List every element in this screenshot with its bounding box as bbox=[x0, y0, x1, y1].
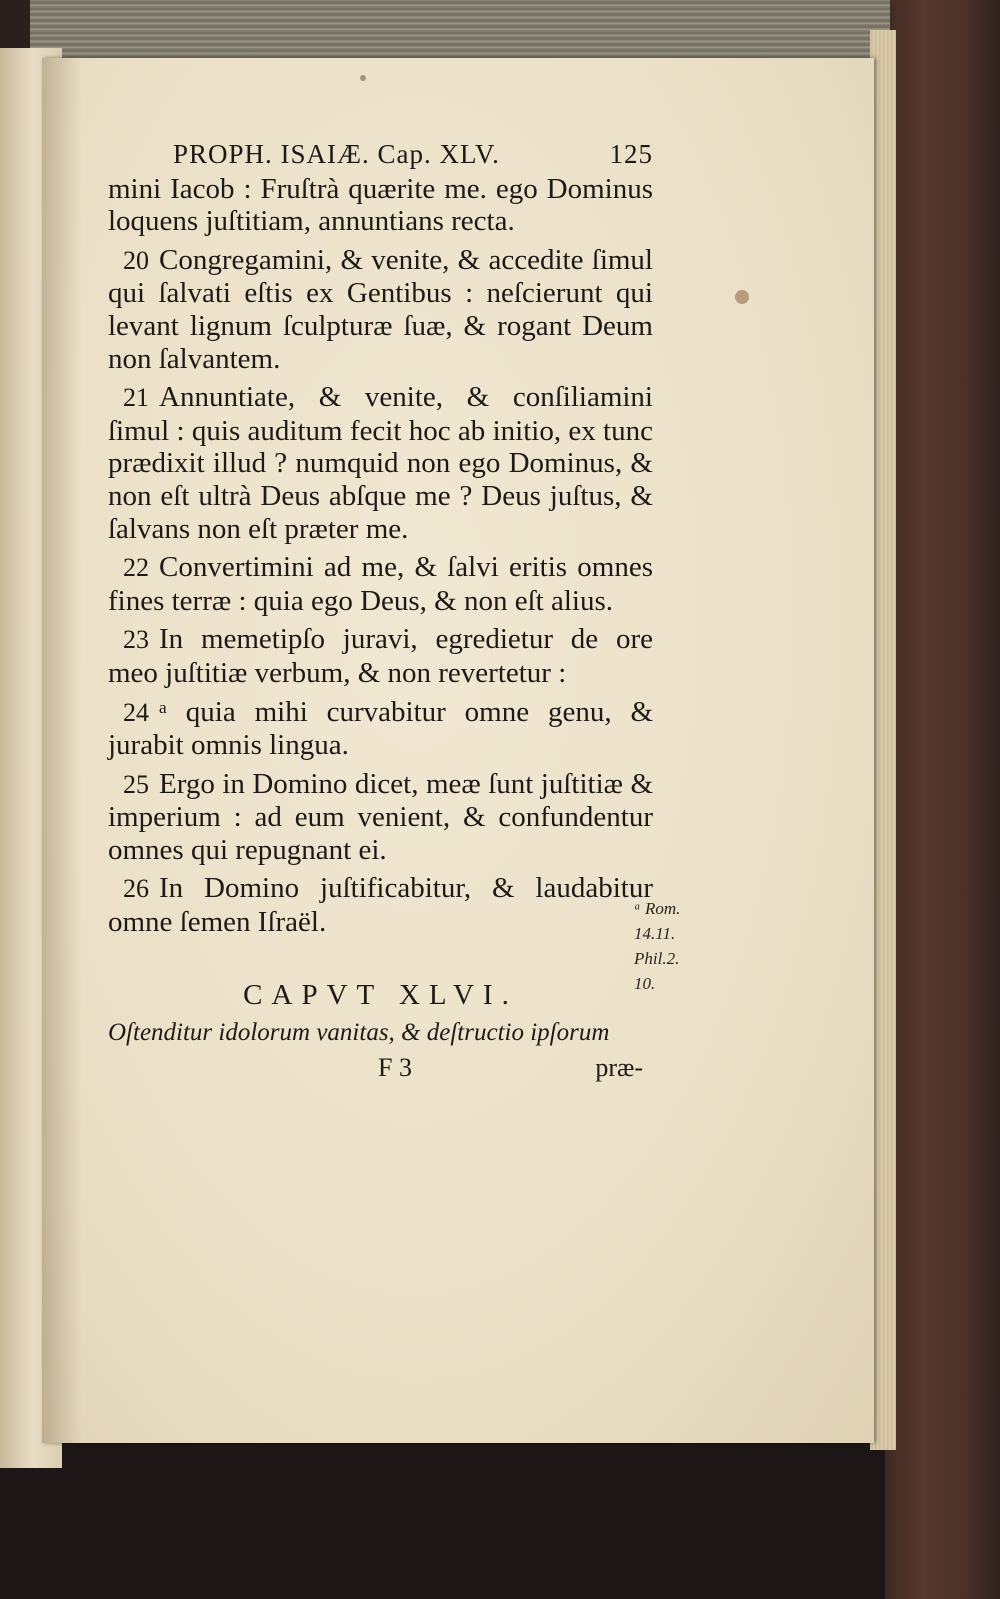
chapter-heading: CAPVT XLVI. bbox=[243, 978, 518, 1011]
verse-text: Annuntiate, & venite, & conſiliamini ſimul : quis auditum fecit hoc ab initio, ex tunc prædixit illud ? numquid non ego Dominus, & non eſt ultrà Deus abſque me ? Deus juſtus, & ſalvans non eſt præter me. bbox=[108, 381, 653, 545]
page-number: 125 bbox=[609, 139, 653, 169]
continuation-text: mini Iacob : Fruſtrà quærite me. ego Dominus loquens juſtitiam, annuntians recta. bbox=[108, 172, 653, 238]
gutter-shadow bbox=[42, 58, 82, 1443]
verse-text: Congregamini, & venite, & accedite ſimul qui ſalvati eſtis ex Gentibus : neſcierunt qui levant lignum ſculpturæ ſuæ, & rogant Deum non ſalvantem. bbox=[108, 243, 653, 375]
verse-26 bbox=[108, 872, 653, 938]
verse-text: Convertimini ad me, & ſalvi eritis omnes fines terræ : quia ego Deus, & non eſt alius. bbox=[108, 551, 653, 617]
table-surface bbox=[0, 1430, 1000, 1599]
page-footer bbox=[378, 1052, 643, 1085]
verse-number: 24 bbox=[123, 697, 149, 727]
marginal-note-line: 14.11. bbox=[634, 924, 676, 943]
verse-text: In memetipſo juravi, egredietur de ore meo juſtitiæ verbum, & non revertetur : bbox=[108, 623, 653, 689]
foxing-spot bbox=[735, 290, 749, 304]
chapter-summary: Oſtenditur idolorum vanitas, & deſtructio ipſorum bbox=[108, 1019, 610, 1047]
verse-text: In Domino juſtificabitur, & laudabitur omne ſemen Iſraël. bbox=[108, 872, 653, 939]
verse-number: 22 bbox=[123, 553, 149, 583]
page-text bbox=[108, 138, 653, 1084]
verse-23 bbox=[108, 623, 653, 689]
verse-21 bbox=[108, 381, 653, 545]
verse-number: 26 bbox=[123, 874, 149, 904]
foxing-spot bbox=[360, 75, 366, 81]
verse-25 bbox=[108, 768, 653, 867]
marginal-note bbox=[634, 896, 714, 996]
book-cover-edge bbox=[885, 0, 1000, 1599]
marginal-note-line: ᵃ Rom. bbox=[634, 899, 681, 918]
verse-20 bbox=[108, 244, 653, 375]
running-title: PROPH. ISAIÆ. Cap. XLV. bbox=[173, 139, 500, 169]
verse-number: 25 bbox=[123, 769, 149, 799]
marginal-note-line: 10. bbox=[634, 974, 656, 993]
marginal-note-line: Phil.2. bbox=[634, 949, 680, 968]
verse-number: 20 bbox=[123, 245, 149, 275]
verse-24 bbox=[108, 696, 653, 762]
verse-number: 23 bbox=[123, 625, 149, 655]
running-header bbox=[173, 138, 653, 171]
verse-22 bbox=[108, 551, 653, 617]
catchword: præ- bbox=[595, 1052, 643, 1082]
verse-text: Ergo in Domino dicet, meæ ſunt juſtitiæ & imperium : ad eum venient, & confundentur omnes qui repugnant ei. bbox=[108, 767, 653, 866]
verse-number: 21 bbox=[123, 383, 149, 413]
signature-mark: F 3 bbox=[378, 1052, 412, 1082]
verse-text: ᵃ quia mihi curvabitur omne genu, & jurabit omnis lingua. bbox=[108, 695, 653, 762]
